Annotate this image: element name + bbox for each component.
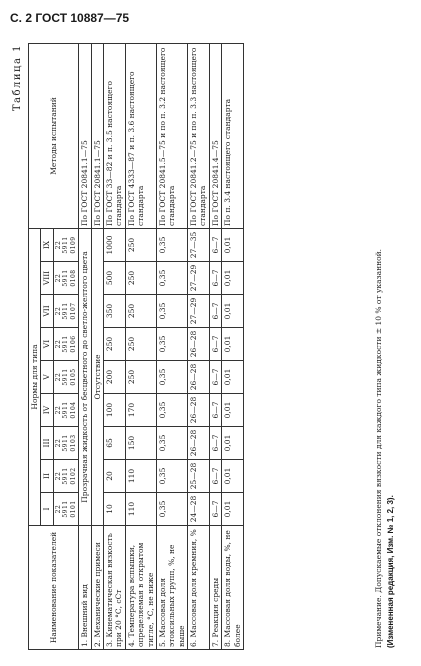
norm-value: 0,35 — [156, 427, 187, 460]
norm-value: 0,01 — [222, 427, 244, 460]
norm-value: 20 — [104, 460, 126, 493]
type-header: VIII — [41, 262, 53, 295]
norm-value: 0,35 — [156, 493, 187, 526]
okp-code: 22 5911 0106 — [53, 328, 79, 361]
note-text: Примечание. Допускаемые отклонения вязкости для каждого типа жидкости ± 10 % от указанной. — [374, 248, 383, 648]
indicator-name: 1. Внешний вид — [79, 526, 91, 650]
norm-value: 26—28 — [188, 394, 210, 427]
norm-value: 6—7 — [209, 328, 221, 361]
test-method: По ГОСТ 20841.2—75 и по п. 3.3 настоящего стандарта — [188, 44, 210, 229]
header-indicator: Наименование показателей — [29, 526, 79, 650]
norm-value: 0,35 — [156, 460, 187, 493]
norm-value: 250 — [125, 295, 156, 328]
norm-value: 27—35 — [188, 229, 210, 262]
norm-value: 250 — [125, 229, 156, 262]
norm-value: 26—28 — [188, 361, 210, 394]
norm-value: 110 — [125, 493, 156, 526]
norm-value: 6—7 — [209, 295, 221, 328]
norm-value: 250 — [104, 328, 126, 361]
rotated-table-sheet — [12, 36, 412, 656]
norm-value: 200 — [104, 361, 126, 394]
type-header: V — [41, 361, 53, 394]
type-header: I — [41, 493, 53, 526]
test-method: По ГОСТ 20841.1—75 — [91, 44, 103, 229]
indicator-name: 2. Механические примеси — [91, 526, 103, 650]
test-method: По ГОСТ 4333—87 и п. 3.6 настоящего стандарта — [125, 44, 156, 229]
type-header: IX — [41, 229, 53, 262]
table-row — [91, 44, 103, 650]
indicator-name: 4. Температура вспышки, определяемая в открытом тигле, °С, не ниже — [125, 526, 156, 650]
type-header: III — [41, 427, 53, 460]
header-norms: Нормы для типа — [29, 229, 41, 526]
norm-value: 250 — [125, 361, 156, 394]
indicator-name: 7. Реакция среды — [209, 526, 221, 650]
norm-value: 65 — [104, 427, 126, 460]
test-method: По ГОСТ 20841.5—75 и по п. 3.2 настоящего стандарта — [156, 44, 187, 229]
norm-value: 0,01 — [222, 229, 244, 262]
okp-code: 22 5911 0109 — [53, 229, 79, 262]
norm-value: 1000 — [104, 229, 126, 262]
norm-value: 0,01 — [222, 262, 244, 295]
norm-value: 24—28 — [188, 493, 210, 526]
type-header: VI — [41, 328, 53, 361]
norm-value: 6—7 — [209, 394, 221, 427]
norm-value: 0,35 — [156, 229, 187, 262]
indicator-name: 3. Кинематическая вязкость при 20 °С, сСт — [104, 526, 126, 650]
table-row — [222, 44, 244, 650]
norm-value: 6—7 — [209, 262, 221, 295]
test-method: По ГОСТ 20841.1—75 — [79, 44, 91, 229]
type-header: VII — [41, 295, 53, 328]
okp-code: 22 5911 0107 — [53, 295, 79, 328]
norm-value: 110 — [125, 460, 156, 493]
norm-value: 100 — [104, 394, 126, 427]
norm-value: 0,35 — [156, 295, 187, 328]
norm-value: 6—7 — [209, 493, 221, 526]
norm-value: 27—29 — [188, 262, 210, 295]
norm-value: 0,35 — [156, 328, 187, 361]
norm-value: 350 — [104, 295, 126, 328]
norm-value: 0,01 — [222, 295, 244, 328]
indicator-name: 5. Массовая доля этоксильных групп, %, не выше — [156, 526, 187, 650]
norm-value: 170 — [125, 394, 156, 427]
table-row — [188, 44, 210, 650]
table-row — [104, 44, 126, 650]
okp-code: 22 5911 0101 — [53, 493, 79, 526]
norm-value: 0,01 — [222, 328, 244, 361]
norm-value: 0,01 — [222, 460, 244, 493]
norm-value: 6—7 — [209, 229, 221, 262]
norm-value: 150 — [125, 427, 156, 460]
test-method: По ГОСТ 33—82 и п. 3.5 настоящего стандарта — [104, 44, 126, 229]
norm-value: 250 — [125, 262, 156, 295]
table-row — [209, 44, 221, 650]
norm-value: 0,01 — [222, 361, 244, 394]
type-header: II — [41, 460, 53, 493]
norm-value: 10 — [104, 493, 126, 526]
norm-value: 0,01 — [222, 394, 244, 427]
test-method: По ГОСТ 20841.4—75 — [209, 44, 221, 229]
okp-code: 22 5911 0102 — [53, 460, 79, 493]
norm-value: 0,35 — [156, 394, 187, 427]
norm-value: 6—7 — [209, 460, 221, 493]
indicator-name: 6. Массовая доля кремния, % — [188, 526, 210, 650]
norm-value: 0,35 — [156, 361, 187, 394]
okp-code: 22 5911 0104 — [53, 394, 79, 427]
okp-code: 22 5911 0108 — [53, 262, 79, 295]
norm-value: 26—28 — [188, 328, 210, 361]
norm-value: 0,01 — [222, 493, 244, 526]
table-row — [79, 44, 91, 650]
header-method: Методы испытаний — [29, 44, 79, 229]
table-row — [156, 44, 187, 650]
table-title: Таблица 1 — [12, 44, 23, 112]
test-method: По п. 3.4 настоящего стандарта — [222, 44, 244, 229]
norm-value: 26—28 — [188, 427, 210, 460]
norm-value: 500 — [104, 262, 126, 295]
merged-norm: Прозрачная жидкость от бесцветного до светло-желтого цвета — [79, 229, 91, 526]
indicator-name: 8. Массовая доля воды, %, не более — [222, 526, 244, 650]
header-row-norms — [29, 44, 41, 650]
norm-value: 0,35 — [156, 262, 187, 295]
edition-note: (Измененная редакция, Изм. № 1, 2, 3). — [386, 495, 396, 648]
norm-value: 6—7 — [209, 361, 221, 394]
norm-value: 27—29 — [188, 295, 210, 328]
norm-value: 25—28 — [188, 460, 210, 493]
merged-norm: Отсутствие — [91, 229, 103, 526]
specification-table — [28, 43, 244, 650]
norm-value: 6—7 — [209, 427, 221, 460]
okp-code: 22 5911 0105 — [53, 361, 79, 394]
okp-code: 22 5911 0103 — [53, 427, 79, 460]
type-header: IV — [41, 394, 53, 427]
table-row — [125, 44, 156, 650]
notes-block — [374, 48, 396, 648]
page-header: С. 2 ГОСТ 10887—75 — [10, 11, 130, 25]
norm-value: 250 — [125, 328, 156, 361]
